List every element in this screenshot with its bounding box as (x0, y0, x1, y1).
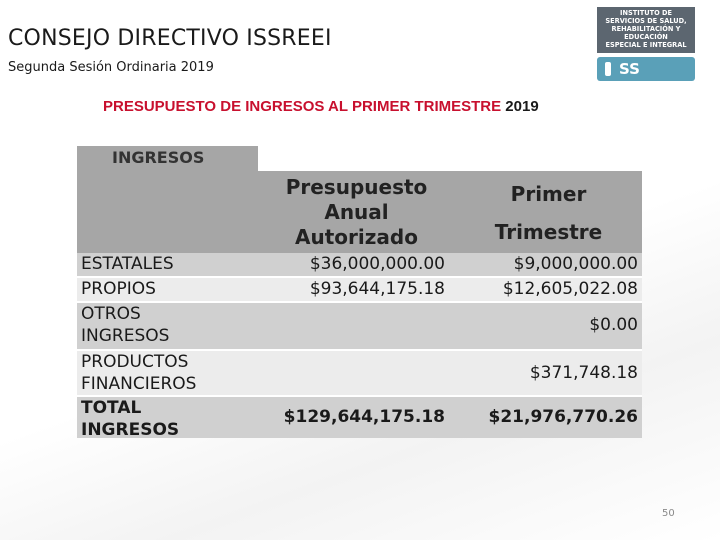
slide-title: CONSEJO DIRECTIVO ISSREEI (8, 26, 332, 51)
row-label (77, 303, 258, 349)
logo-line: ESPECIAL E INTEGRAL (605, 41, 687, 49)
section-heading-text: PRESUPUESTO DE INGRESOS AL PRIMER TRIMESTRE (103, 98, 502, 115)
page-number: 50 (662, 508, 675, 519)
section-heading-year: 2019 (505, 98, 539, 115)
row-quarter-value: $371,748.18 (529, 363, 638, 383)
row-label-line: FINANCIEROS (81, 374, 197, 394)
row-label (77, 351, 258, 395)
header-annual-budget (258, 171, 455, 253)
row-label-line: OTROS (81, 304, 141, 324)
table-row (77, 253, 642, 276)
logo-badge (597, 57, 695, 81)
table-row (77, 303, 642, 349)
row-quarter-value: $0.00 (589, 315, 638, 335)
header-annual-line: Presupuesto (285, 175, 428, 199)
income-table (77, 146, 642, 438)
table-row (77, 278, 642, 301)
header-quarter-line: Trimestre (494, 220, 603, 244)
row-label (77, 397, 258, 438)
corner-label: INGRESOS (112, 148, 205, 167)
slide-subtitle: Segunda Sesión Ordinaria 2019 (8, 60, 214, 75)
row-quarter-value: $9,000,000.00 (513, 254, 638, 274)
row-label-line: PRODUCTOS (81, 352, 189, 372)
logo-line: REHABILITACIÓN Y (611, 25, 681, 33)
row-annual-value (258, 351, 455, 395)
row-label-line: INGRESOS (81, 326, 170, 346)
logo-bar-icon (605, 62, 611, 76)
row-annual-value: $129,644,175.18 (283, 407, 445, 427)
institution-logo (597, 7, 695, 81)
logo-line: SERVICIOS DE SALUD, (605, 17, 687, 25)
table-row (77, 351, 642, 395)
logo-abbr: SS (619, 60, 640, 78)
header-annual-line: Autorizado (295, 225, 418, 249)
header-quarter-line: Primer (510, 182, 587, 206)
row-label: ESTATALES (81, 254, 174, 274)
header-annual-line: Anual (324, 200, 389, 224)
corner-header-cell (77, 146, 258, 253)
logo-line: INSTITUTO DE (620, 9, 672, 17)
row-quarter-value: $12,605,022.08 (502, 279, 638, 299)
header-first-quarter (455, 171, 642, 253)
row-label-line: TOTAL (81, 398, 142, 418)
row-label: PROPIOS (81, 279, 156, 299)
row-annual-value: $93,644,175.18 (309, 279, 445, 299)
row-quarter-value: $21,976,770.26 (488, 407, 638, 427)
logo-line: EDUCACIÓN (624, 33, 668, 41)
header-blank-cell (258, 146, 642, 171)
row-annual-value: $36,000,000.00 (309, 254, 445, 274)
section-heading (103, 98, 539, 115)
table-header-row (77, 146, 642, 253)
table-total-row (77, 397, 642, 438)
row-annual-value (258, 303, 455, 349)
row-label-line: INGRESOS (81, 420, 180, 440)
logo-text-block (597, 7, 695, 53)
